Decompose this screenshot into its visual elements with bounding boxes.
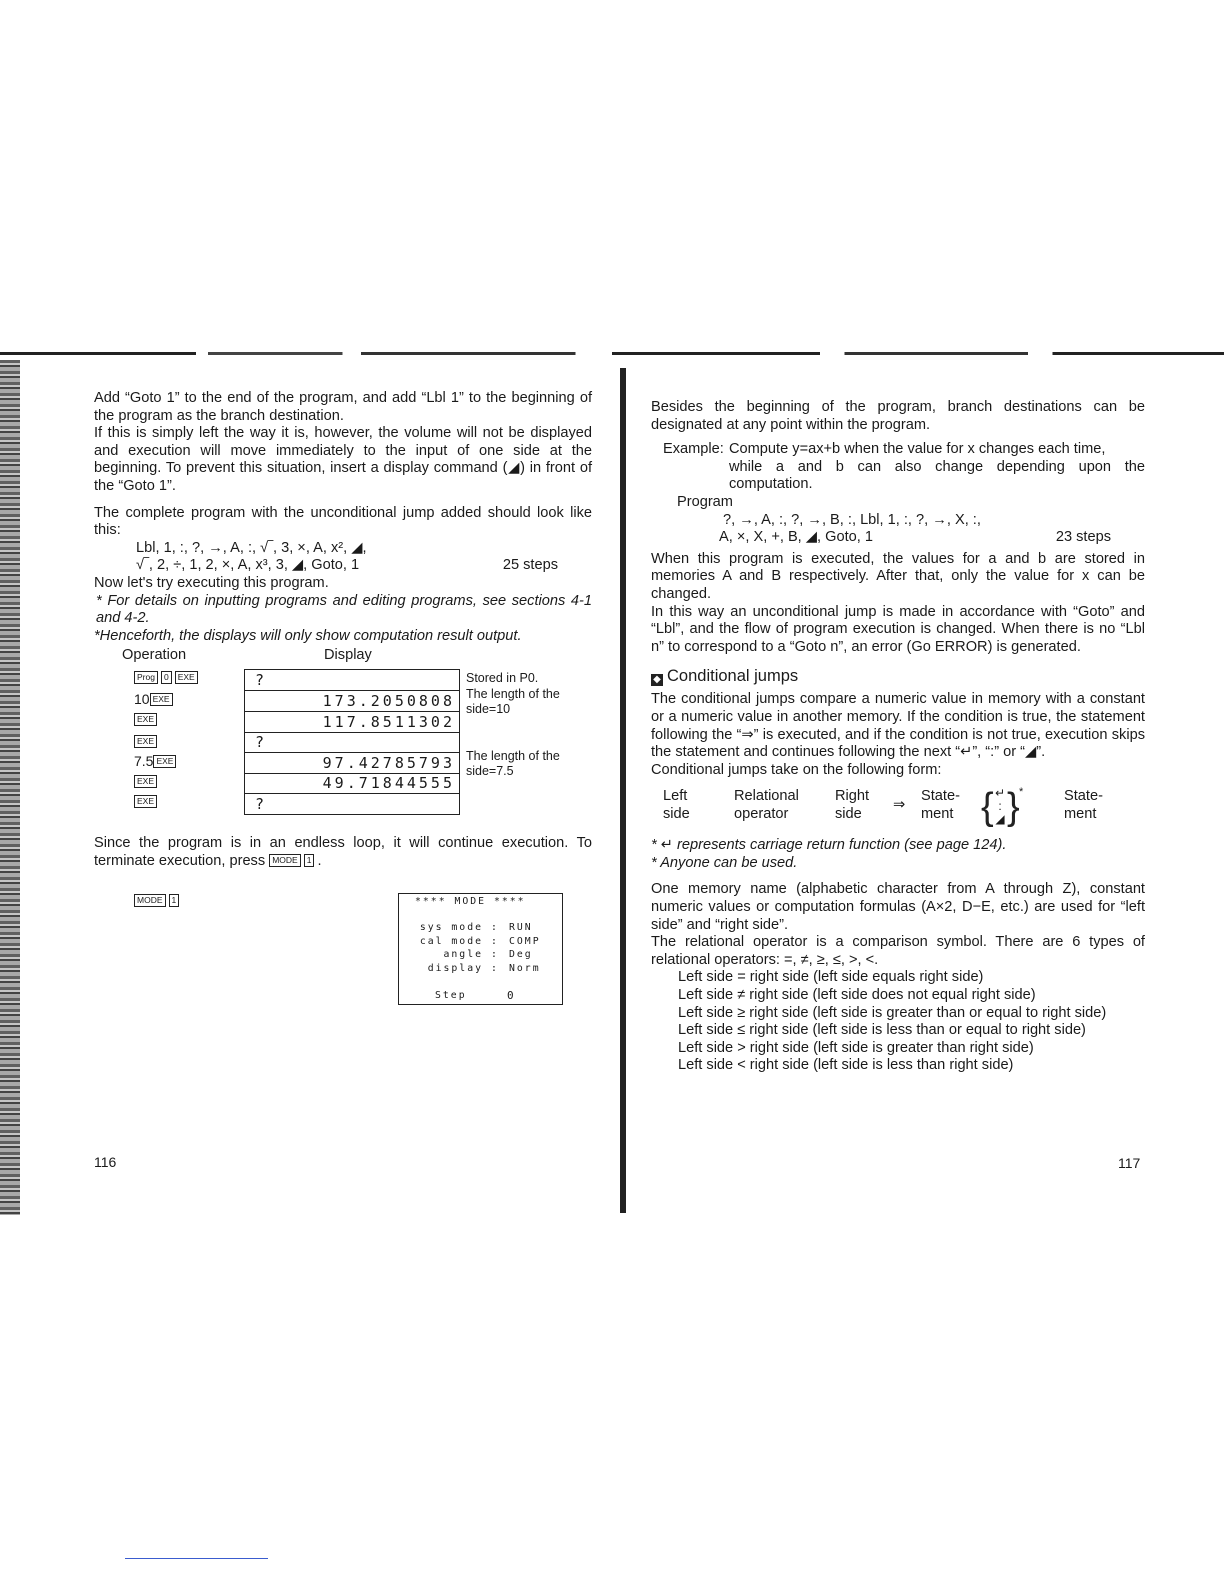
display-line — [245, 670, 459, 691]
display-value: ? — [255, 794, 265, 813]
left-footnote-2: *Henceforth, the displays will only show computation result output. — [94, 627, 522, 644]
operation-row — [134, 733, 160, 751]
display-value: 173.2050808 — [322, 691, 455, 710]
mode-row-value: Deg — [509, 949, 533, 960]
form-left-2: side — [663, 806, 690, 823]
form-right-1: Right — [835, 788, 870, 805]
scan-left-edge — [0, 360, 20, 1215]
display-line — [245, 794, 459, 814]
form-stmt2-1: State- — [1064, 788, 1103, 805]
example-text-1: Compute y=ax+b when the value for x changes each time, — [729, 441, 1106, 458]
note-stored: Stored in P0. — [466, 671, 539, 686]
mode-row-value: RUN — [509, 922, 533, 933]
operation-row — [134, 793, 160, 811]
right-program-line-2 — [651, 529, 1145, 547]
right-program-code-2: A, ×, X, +, B, ◢, Goto, 1 — [719, 529, 873, 546]
mode-row-label: sys mode — [419, 922, 483, 933]
left-footnote-1: * For details on inputting programs and editing programs, see sections 4-1 and 4-2. — [96, 592, 592, 627]
relation-item: Left side < right side (left side is less than right side) — [678, 1057, 1014, 1074]
right-footnote-2: * Anyone can be used. — [651, 854, 798, 871]
form-right-side — [835, 787, 869, 823]
operation-display-table — [94, 647, 592, 821]
section-heading — [651, 668, 1145, 686]
note-side-7-5: The length of the side=7.5 — [466, 749, 560, 778]
operation-row — [134, 691, 176, 709]
form-stmt2-2: ment — [1064, 806, 1097, 823]
mode-key-2: MODE — [134, 894, 166, 907]
mode-row-separator: : — [491, 962, 499, 974]
calculator-key: EXE — [175, 671, 198, 684]
calculator-key: EXE — [134, 713, 157, 726]
operation-row — [134, 711, 160, 729]
display-line — [245, 691, 459, 712]
mode-row-value: COMP — [509, 935, 541, 947]
left-page-number: 116 — [94, 1154, 117, 1170]
left-para-2: If this is simply left the way it is, however, the volume will not be displayed and execution will move immediately to the input of one side at the beginning. To prevent this situation, insert a display command (◢) in front of the “Goto 1”. — [94, 425, 592, 494]
form-right-2: side — [835, 806, 862, 823]
right-para-5: Conditional jumps take on the following form: — [651, 761, 942, 778]
operation-row — [134, 773, 160, 791]
right-footnote-1: * ↵ represents carriage return function (see page 124). — [651, 837, 1007, 854]
calculator-display-box — [244, 669, 460, 815]
brace-items — [995, 787, 1005, 826]
note-side-10: The length of the side=10 — [466, 687, 560, 716]
display-value: 97.42785793 — [322, 753, 455, 772]
example-label: Example: — [663, 441, 724, 458]
operation-header: Operation — [122, 647, 187, 664]
calculator-key: EXE — [134, 775, 157, 788]
brace-star: * — [1019, 786, 1024, 799]
example-text-2: while a and b can also change depending upon the computation. — [729, 458, 1145, 493]
left-program-steps: 25 steps — [502, 557, 558, 574]
relation-item: Left side ≤ right side (left side is less than or equal to right side) — [678, 1022, 1086, 1039]
operation-value: 7.5 — [134, 753, 154, 770]
mode-row-label: angle — [443, 949, 483, 960]
form-stmt1-1: State- — [921, 788, 960, 805]
calculator-key: EXE — [134, 735, 157, 748]
left-program-code-2: √‾, 2, ÷, 1, 2, ×, A, x³, 3, ◢, Goto, 1 — [136, 557, 360, 574]
mode-key-sequence — [134, 892, 182, 908]
mode-screen — [398, 893, 563, 1005]
mode-step-label: Step — [435, 990, 467, 1001]
form-left-1: Left — [663, 788, 688, 805]
relation-item: Left side ≠ right side (left side does not equal right side) — [678, 987, 1036, 1004]
section-marker-icon: ◆ — [651, 674, 663, 686]
form-relational — [734, 787, 799, 823]
right-para-2: When this program is executed, the values for a and b are stored in memories A and B respectively. After that, only the value for x can be changed. — [651, 550, 1145, 602]
right-para-1: Besides the beginning of the program, branch destinations can be designated at any point within the program. — [651, 399, 1145, 433]
operation-row — [134, 753, 179, 771]
mode-row-value: Norm — [509, 962, 541, 974]
mode-row-separator: : — [491, 935, 499, 947]
mode-title: **** MODE **** — [415, 896, 526, 907]
display-value: 117.8511302 — [322, 712, 455, 731]
mode-row-label: cal mode — [419, 935, 483, 947]
right-program-steps: 23 steps — [1055, 529, 1111, 546]
form-rel-2: operator — [734, 806, 789, 823]
display-value: ? — [255, 671, 265, 690]
program-label: Program — [677, 493, 733, 510]
right-program-line-1: ?, →, A, :, ?, →, B, :, Lbl, 1, :, ?, →, X, :, — [723, 511, 981, 528]
form-brace — [981, 786, 1024, 829]
display-line — [245, 712, 459, 733]
conditional-form — [651, 787, 1145, 831]
brace-item-display: ◢ — [995, 812, 1005, 827]
right-para-3: In this way an unconditional jump is made in accordance with “Goto” and “Lbl”, and the flow of program execution is changed. When there is no “Lbl n” to correspond to a “Goto n”, an error (Go ERROR) is generated. — [651, 603, 1145, 655]
mode-step-value: 0 — [507, 989, 516, 1002]
right-para-6: One memory name (alphabetic character from A through Z), constant numeric values or computation formulas (A×2, D−E, etc.) are used for “left side” and “right side”. — [651, 881, 1145, 933]
relation-item: Left side > right side (left side is greater than right side) — [678, 1039, 1034, 1056]
mode-row-separator: : — [491, 922, 499, 933]
brace-left-icon: { — [981, 786, 994, 829]
brace-item-colon: : — [998, 799, 1002, 814]
display-value: ? — [255, 733, 265, 752]
left-para-5-text: Since the program is in an endless loop, it will continue execution. To terminate execution, press — [94, 835, 592, 869]
mode-row-label: display — [427, 962, 483, 974]
left-page — [94, 390, 592, 871]
operation-row — [134, 669, 201, 687]
left-para-5: Since the program is in an endless loop, it will continue execution. To terminate execution, press MODE 1 . — [94, 835, 592, 869]
calculator-key: Prog — [134, 671, 158, 684]
scan-bottom-line — [125, 1558, 268, 1559]
calculator-key: EXE — [153, 755, 176, 768]
left-program-line-1: Lbl, 1, :, ?, →, A, :, √‾, 3, ×, A, x², ◢, — [136, 539, 367, 556]
example-block — [651, 441, 1145, 494]
operation-value: 10 — [134, 691, 150, 708]
brace-item-return: ↵ — [995, 786, 1006, 801]
form-stmt1-2: ment — [921, 806, 954, 823]
form-statement-1 — [921, 787, 960, 823]
display-line — [245, 753, 459, 774]
scan-top-rule — [0, 352, 1224, 355]
one-key: 1 — [304, 854, 315, 867]
display-line — [245, 773, 459, 794]
relation-item: Left side = right side (left side equals right side) — [678, 969, 984, 986]
book-spine — [620, 368, 626, 1213]
right-page — [651, 399, 1145, 1075]
mode-key: MODE — [269, 854, 301, 867]
section-title: Conditional jumps — [667, 667, 799, 686]
display-header: Display — [324, 647, 372, 664]
left-para-3: The complete program with the unconditional jump added should look like this: — [94, 504, 592, 539]
calculator-key: EXE — [134, 795, 157, 808]
left-program-line-2 — [136, 557, 592, 575]
right-page-number: 117 — [1118, 1155, 1141, 1171]
form-statement-2 — [1064, 787, 1103, 823]
calculator-key: EXE — [150, 693, 173, 706]
form-arrow: ⇒ — [893, 797, 906, 814]
mode-row-separator: : — [491, 949, 499, 960]
display-line — [245, 732, 459, 753]
form-left-side — [663, 787, 690, 823]
display-value: 49.71844555 — [322, 774, 455, 793]
left-para-1: Add “Goto 1” to the end of the program, and add “Lbl 1” to the beginning of the program as the branch destination. — [94, 390, 592, 424]
form-rel-1: Relational — [734, 788, 799, 805]
calculator-key: 0 — [161, 671, 172, 684]
brace-right-icon: } — [1007, 786, 1020, 829]
left-para-4: Now let's try executing this program. — [94, 574, 329, 591]
relation-item: Left side ≥ right side (left side is greater than or equal to right side) — [678, 1004, 1107, 1021]
right-para-4: The conditional jumps compare a numeric value in memory with a constant or a numeric value in another memory. If the condition is true, the statement following the “⇒” is executed, and if the condition is not true, execution skips the statement and continues following the next “↵”, “:” or “◢”. — [651, 691, 1145, 761]
one-key-2: 1 — [169, 894, 180, 907]
right-para-7: The relational operator is a comparison symbol. There are 6 types of relational operators: =, ≠, ≥, ≤, >, <. — [651, 934, 1145, 968]
relations-list — [651, 969, 1145, 1075]
